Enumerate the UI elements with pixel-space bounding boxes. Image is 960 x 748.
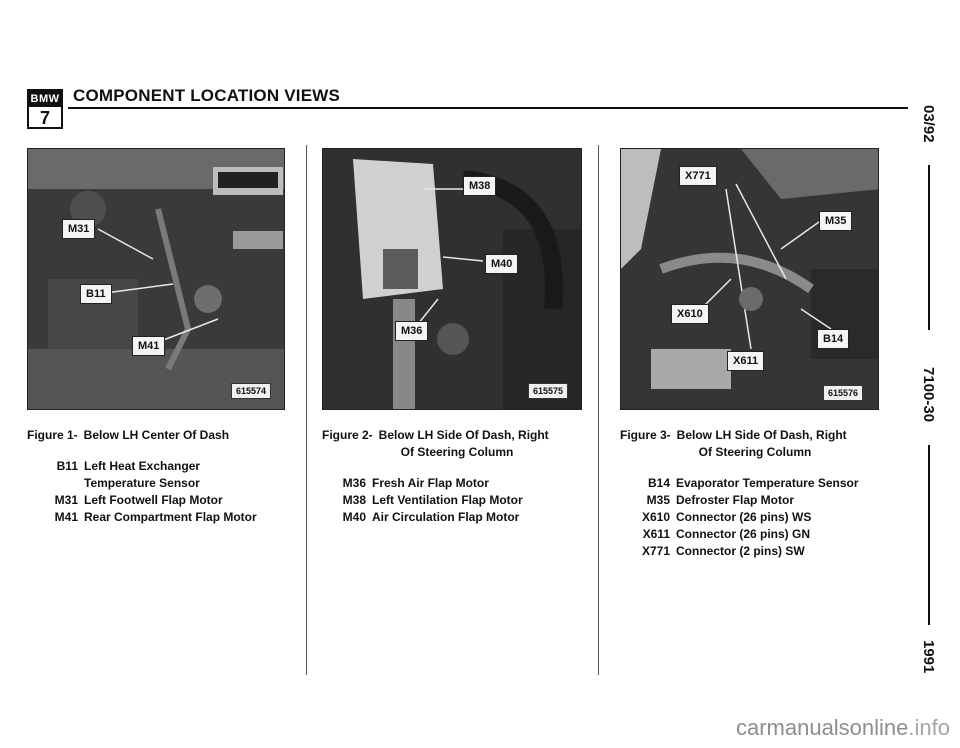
column-divider [598,145,599,675]
legend-code: M41 [54,510,78,524]
figure-legend [322,475,592,526]
legend-text: Evaporator Temperature Sensor [676,476,859,490]
header-rule [68,107,908,109]
legend-row [632,475,900,492]
legend-code: M35 [646,493,670,507]
logo-series: 7 [39,108,50,128]
legend-text: Temperature Sensor [84,476,200,490]
legend-text: Air Circulation Flap Motor [372,510,520,524]
figure-number: Figure 1- [27,428,78,442]
sidebar-year: 1991 [920,640,937,674]
legend-text: Connector (26 pins) WS [676,510,812,524]
photo-code: 615575 [528,383,568,399]
sidebar-date: 03/92 [920,105,937,143]
figure-caption [27,427,297,444]
figure-title [677,427,847,461]
bmw-logo [27,89,63,129]
figure-3-photo [620,148,879,410]
legend-text: Defroster Flap Motor [676,493,795,507]
sidebar-rule [928,445,930,625]
figure-caption [322,427,592,461]
legend-code: X771 [641,544,670,558]
label-m41: M41 [132,336,165,356]
legend-row [47,509,297,526]
photo-texture [28,149,285,410]
figure-title-line-1: Below LH Side Of Dash, Right [378,428,549,442]
label-x771: X771 [679,166,717,186]
figure-number: Figure 2- [322,428,373,442]
legend-code: M36 [342,476,366,490]
figure-1-text [27,427,297,526]
photo-code: 615574 [231,383,271,399]
legend-code: M38 [342,493,366,507]
legend-code [47,475,84,492]
legend-code: X611 [642,527,670,541]
label-m35: M35 [819,211,852,231]
label-m38: M38 [463,176,496,196]
photo-texture [323,149,582,410]
column-divider [306,145,307,675]
legend-row [47,492,297,509]
figure-legend [620,475,900,560]
figure-3-text [620,427,900,560]
page-title: COMPONENT LOCATION VIEWS [73,86,341,105]
label-b14: B14 [817,329,849,349]
figure-2-text [322,427,592,526]
legend-text: Left Heat Exchanger [84,459,201,473]
legend-row [342,475,592,492]
legend-text: Connector (2 pins) SW [676,544,805,558]
legend-row [47,458,297,475]
figure-legend [27,458,297,526]
legend-text: Connector (26 pins) GN [676,527,811,541]
photo-code: 615576 [823,385,863,401]
legend-code: B14 [647,476,670,490]
legend-row [632,492,900,509]
label-m31: M31 [62,219,95,239]
figure-title: Below LH Center Of Dash [83,428,230,442]
legend-code: M40 [342,510,366,524]
legend-code: M31 [54,493,78,507]
figure-caption [620,427,900,461]
legend-code: B11 [56,459,78,473]
sidebar-section: 7100-30 [920,367,937,423]
legend-text: Left Ventilation Flap Motor [372,493,523,507]
legend-row [632,509,900,526]
sidebar-rule [928,165,930,330]
label-m40: M40 [485,254,518,274]
watermark-suffix: .info [908,715,950,740]
figure-2-photo [322,148,582,410]
legend-text: Left Footwell Flap Motor [84,493,223,507]
watermark-site: carmanualsonline [735,715,909,740]
page-sidebar [917,95,937,695]
figure-title-line-2: Of Steering Column [400,445,514,459]
label-b11: B11 [80,284,112,304]
label-x610: X610 [671,304,709,324]
figure-number: Figure 3- [620,428,671,442]
legend-row [342,509,592,526]
watermark [736,715,950,741]
figure-title-line-2: Of Steering Column [698,445,812,459]
legend-code: X610 [641,510,670,524]
figure-title-line-1: Below LH Side Of Dash, Right [676,428,847,442]
legend-row [342,492,592,509]
label-x611: X611 [727,351,764,371]
legend-row [632,526,900,543]
label-m36: M36 [395,321,428,341]
legend-row [47,475,297,492]
figure-title [379,427,549,461]
legend-text: Rear Compartment Flap Motor [84,510,257,524]
figure-1-photo [27,148,285,410]
legend-row [632,543,900,560]
legend-text: Fresh Air Flap Motor [372,476,489,490]
logo-brand: BMW [30,93,60,105]
